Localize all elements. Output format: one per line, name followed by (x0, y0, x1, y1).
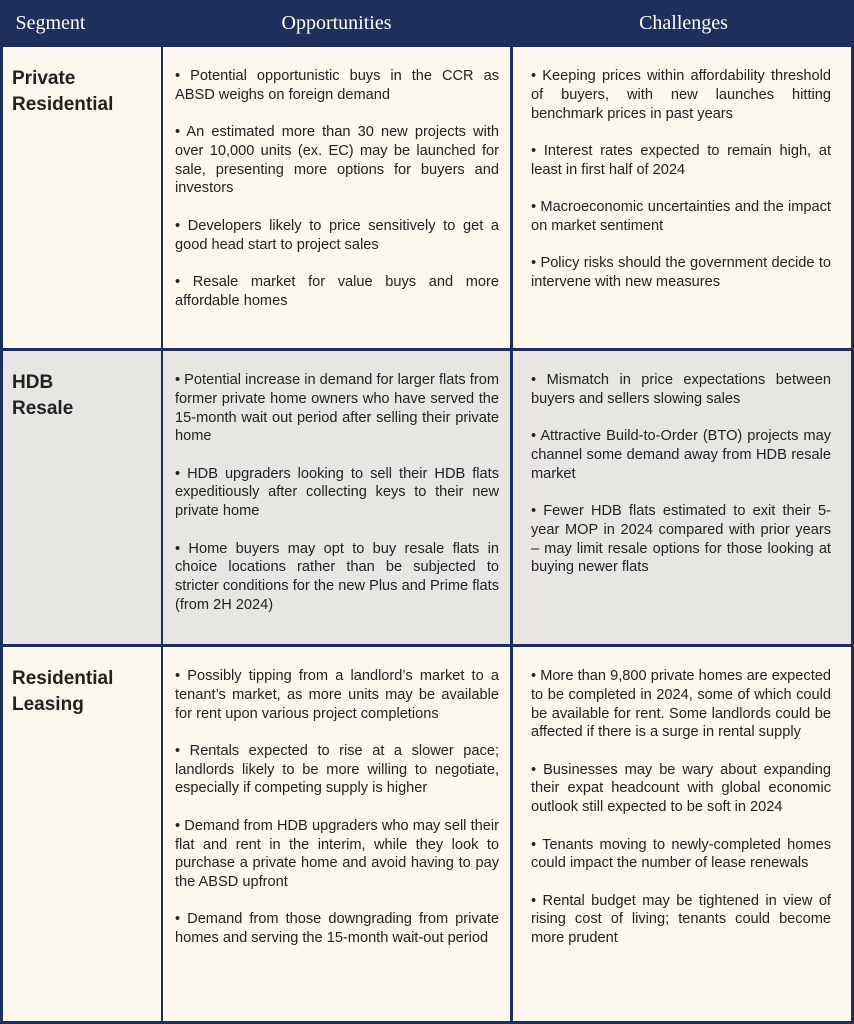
challenge-bullet: • More than 9,800 private homes are expected to be completed in 2024, some of which could be available for rent. Some landlords could be affected if there is a surge in rental supply (531, 668, 831, 741)
opportunity-bullet: • Demand from HDB upgraders who may sell their flat and rent in the interim, while they look to purchase a private home and avoid having to pay the ABSD upfront (175, 817, 499, 891)
challenge-bullet: • Policy risks should the government decide to intervene with new measures (531, 255, 831, 290)
challenge-bullet: • Rental budget may be tightened in view of rising cost of living; tenants could become more prudent (531, 892, 831, 947)
opportunities-cell-private-residential (163, 47, 510, 348)
challenges-cell-private-residential (513, 47, 851, 348)
segment-label-line: Residential (12, 668, 114, 689)
challenge-bullet: • Interest rates expected to remain high, at least in first half of 2024 (531, 142, 831, 178)
opportunity-bullet: • Home buyers may opt to buy resale flats in choice locations rather than be subjected to stricter conditions for the new Plus and Prime flats (from 2H 2024) (175, 540, 499, 613)
segment-label (3, 351, 161, 422)
opportunity-bullet: • Resale market for value buys and more affordable homes (175, 273, 499, 309)
challenge-bullet: • Attractive Build-to-Order (BTO) projects may channel some demand away from HDB resale market (531, 428, 831, 482)
opportunity-bullet: • Possibly tipping from a landlord’s market to a tenant’s market, as more units may be available for rent upon various project completions (175, 668, 499, 722)
opportunities-cell-residential-leasing (163, 647, 510, 1021)
opportunity-bullet: • Potential increase in demand for larger flats from former private home owners who have served the 15-month wait out period after selling their private home (175, 372, 499, 445)
header-opportunities: Opportunities (281, 11, 392, 34)
challenge-bullet: • Keeping prices within affordability threshold of buyers, with new launches hitting benchmark prices in past years (531, 68, 831, 122)
opportunity-bullet: • Potential opportunistic buys in the CCR as ABSD weighs on foreign demand (175, 68, 499, 103)
challenge-bullet: • Fewer HDB flats estimated to exit their 5-year MOP in 2024 compared with prior years – may limit resale options for those looking at buying newer flats (531, 502, 831, 576)
segment-cell-private-residential (3, 47, 161, 348)
opportunity-bullet: • Demand from those downgrading from private homes and serving the 15-month wait-out period (175, 911, 499, 947)
segment-label-line: Private (12, 68, 76, 89)
segment-cell-residential-leasing (3, 647, 161, 1021)
opportunities-cell-hdb-resale (163, 351, 510, 644)
segment-cell-hdb-resale (3, 351, 161, 644)
header-challenges: Challenges (639, 11, 728, 34)
challenges-cell-residential-leasing (513, 647, 851, 1021)
opportunity-bullet: • Developers likely to price sensitively to get a good head start to project sales (175, 217, 499, 253)
challenge-bullet: • Mismatch in price expectations between buyers and sellers slowing sales (531, 372, 831, 407)
challenge-bullet: • Macroeconomic uncertainties and the impact on market sentiment (531, 198, 831, 234)
segment-label-line: Resale (12, 398, 74, 419)
opportunity-bullet: • An estimated more than 30 new projects with over 10,000 units (ex. EC) may be launched for sale, presenting more options for buyers and investors (175, 124, 499, 197)
opportunity-bullet: • Rentals expected to rise at a slower pace; landlords likely to be more willing to negotiate, especially if competing supply is higher (175, 742, 499, 797)
challenge-bullet: • Businesses may be wary about expanding their expat headcount with global economic outlook still expected to be soft in 2024 (531, 761, 831, 816)
opportunity-bullet: • HDB upgraders looking to sell their HDB flats expeditiously after collecting keys to their new private home (175, 465, 499, 520)
segment-label (3, 47, 161, 118)
segment-label-line: Residential (12, 94, 114, 115)
challenge-bullet: • Tenants moving to newly-completed homes could impact the number of lease renewals (531, 836, 831, 872)
segment-label-line: HDB (12, 372, 54, 393)
challenges-cell-hdb-resale (513, 351, 851, 644)
segment-label-line: Leasing (12, 694, 84, 715)
header-segment: Segment (15, 11, 86, 34)
segment-label (3, 647, 161, 718)
